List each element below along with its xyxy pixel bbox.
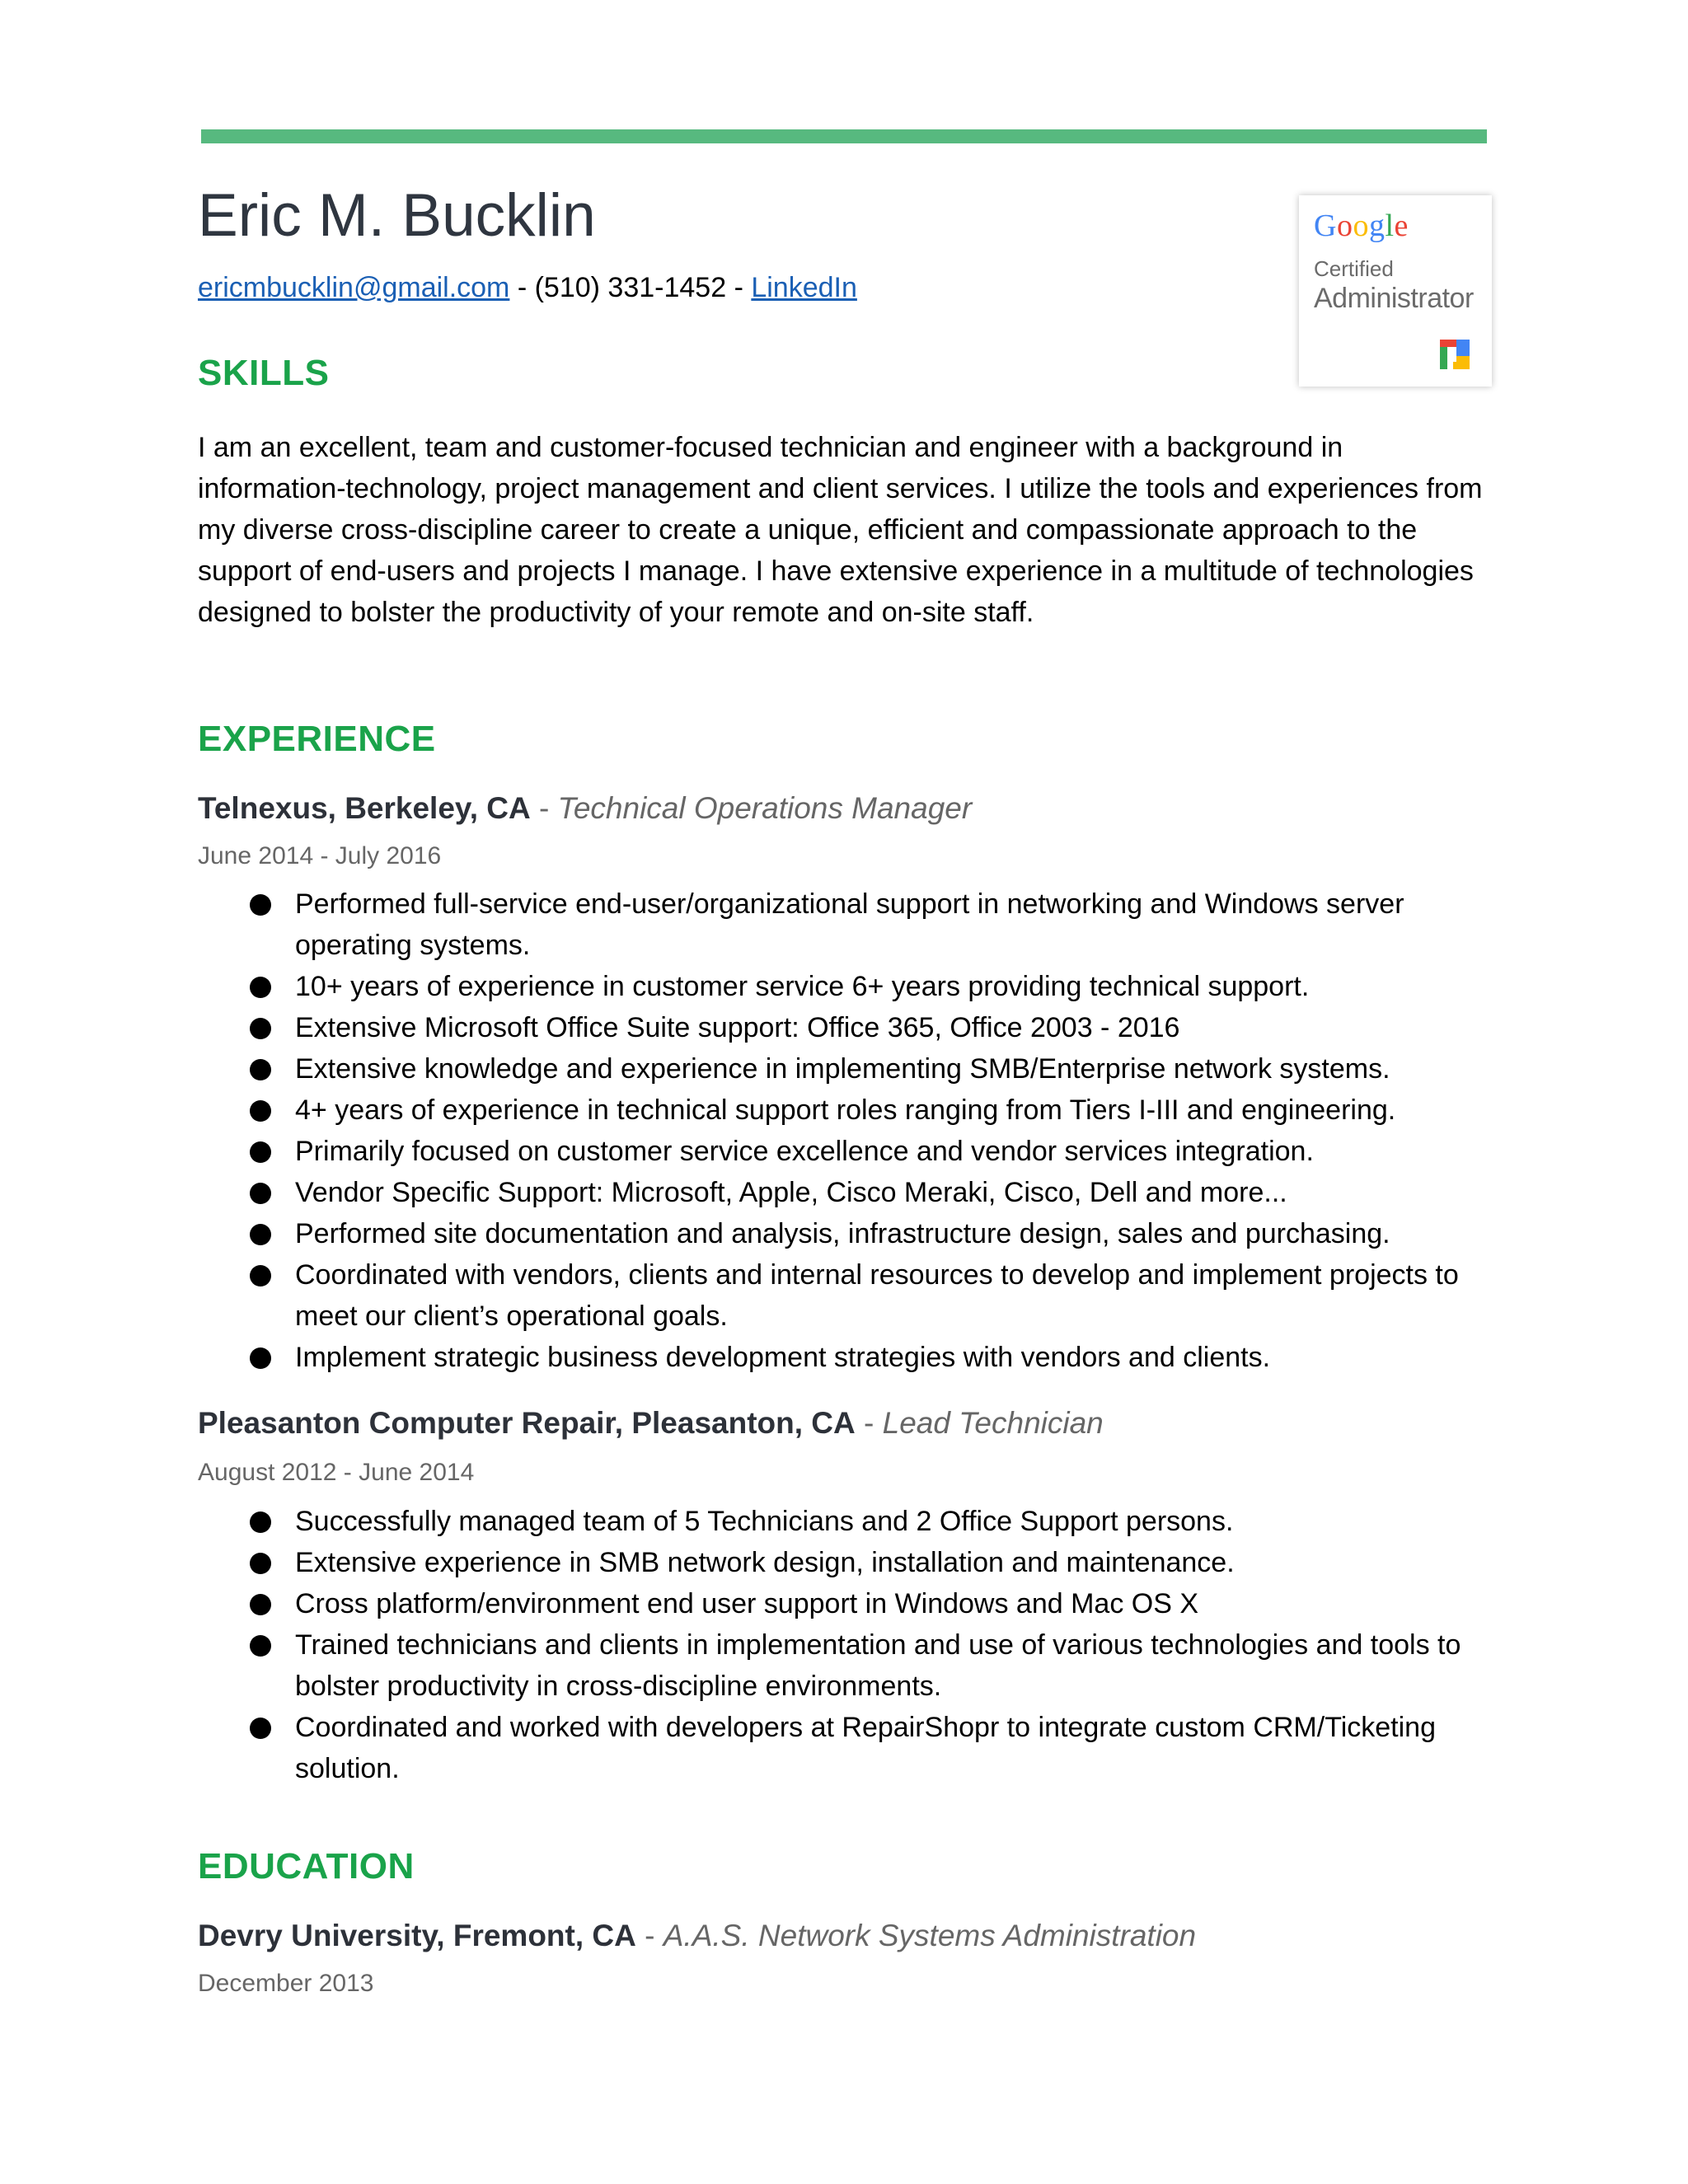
job-separator: - — [530, 791, 558, 825]
list-item: 4+ years of experience in technical support roles ranging from Tiers I-III and engineering. — [198, 1090, 1500, 1131]
contact-separator: - — [726, 272, 752, 303]
education-separator: - — [635, 1919, 663, 1952]
job-header — [198, 791, 972, 826]
list-item: Coordinated and worked with developers at RepairShopr to integrate custom CRM/Ticketing solution. — [198, 1707, 1500, 1789]
google-wordmark-letter: G — [1314, 209, 1337, 243]
badge-certified-label: Certified — [1314, 256, 1394, 281]
skills-summary: I am an excellent, team and customer-focused technician and engineer with a background in information-technology, project management and client services. I utilize the tools and experiences from my diverse cross-discipline career to create a unique, efficient and compassionate approach to the support of end-users and projects I manage. I have extensive experience in a multitude of technologies designed to bolster the productivity of your remote and on-site staff. — [198, 432, 1483, 628]
list-item: 10+ years of experience in customer service 6+ years providing technical support. — [198, 966, 1500, 1007]
list-item: Extensive experience in SMB network design, installation and maintenance. — [198, 1542, 1500, 1583]
list-item: Cross platform/environment end user support in Windows and Mac OS X — [198, 1583, 1500, 1624]
education-heading: EDUCATION — [198, 1846, 415, 1886]
google-wordmark-letter: e — [1394, 209, 1409, 243]
google-certified-admin-badge — [1299, 195, 1492, 387]
contact-separator: - — [509, 272, 535, 303]
education-school: Devry University, Fremont, CA — [198, 1919, 636, 1952]
job-dates: June 2014 - July 2016 — [198, 842, 442, 869]
experience-heading: EXPERIENCE — [198, 719, 436, 759]
phone-number: (510) 331-1452 — [534, 272, 727, 303]
list-item: Extensive Microsoft Office Suite support: Office 365, Office 2003 - 2016 — [198, 1007, 1500, 1048]
contact-line — [198, 272, 857, 304]
google-wordmark — [1314, 210, 1477, 241]
list-item: Successfully managed team of 5 Technicians and 2 Office Support persons. — [198, 1501, 1500, 1542]
job-dates: August 2012 - June 2014 — [198, 1459, 475, 1486]
list-item: Trained technicians and clients in implementation and use of various technologies and tools to bolster productivity in cross-discipline environments. — [198, 1624, 1500, 1707]
google-wordmark-letter: g — [1368, 209, 1386, 243]
list-item: Extensive knowledge and experience in implementing SMB/Enterprise network systems. — [198, 1048, 1500, 1090]
badge-administrator-label: Administrator — [1314, 283, 1474, 314]
job-separator: - — [855, 1406, 883, 1440]
job-company: Pleasanton Computer Repair, Pleasanton, CA — [198, 1406, 856, 1440]
list-item: Vendor Specific Support: Microsoft, Apple, Cisco Meraki, Cisco, Dell and more... — [198, 1172, 1500, 1213]
list-item: Implement strategic business development strategies with vendors and clients. — [198, 1337, 1500, 1378]
job-role: Technical Operations Manager — [557, 791, 973, 825]
job-company: Telnexus, Berkeley, CA — [198, 791, 531, 825]
list-item: Coordinated with vendors, clients and internal resources to develop and implement projects to meet our client’s operational goals. — [198, 1254, 1500, 1337]
education-header — [198, 1919, 1196, 1953]
email-link[interactable]: ericmbucklin@gmail.com — [198, 272, 510, 303]
list-item: Primarily focused on customer service excellence and vendor services integration. — [198, 1131, 1500, 1172]
job-role: Lead Technician — [882, 1406, 1104, 1440]
education-degree: A.A.S. Network Systems Administration — [663, 1919, 1197, 1952]
job-header — [198, 1406, 1104, 1441]
candidate-name: Eric M. Bucklin — [198, 182, 596, 249]
google-wordmark-letter: o — [1353, 209, 1369, 243]
job-bullet-list — [198, 883, 1500, 1378]
list-item: Performed full-service end-user/organizational support in networking and Windows server operating systems. — [198, 883, 1500, 966]
google-wordmark-letter: l — [1385, 209, 1395, 243]
header-accent-bar — [201, 129, 1487, 143]
skills-heading: SKILLS — [198, 353, 330, 393]
list-item: Performed site documentation and analysis, infrastructure design, sales and purchasing. — [198, 1213, 1500, 1254]
google-apps-logo-icon — [1439, 339, 1470, 370]
google-wordmark-letter: o — [1336, 209, 1353, 243]
job-bullet-list — [198, 1501, 1500, 1789]
education-dates: December 2013 — [198, 1970, 374, 1997]
linkedin-link[interactable]: LinkedIn — [751, 272, 857, 303]
